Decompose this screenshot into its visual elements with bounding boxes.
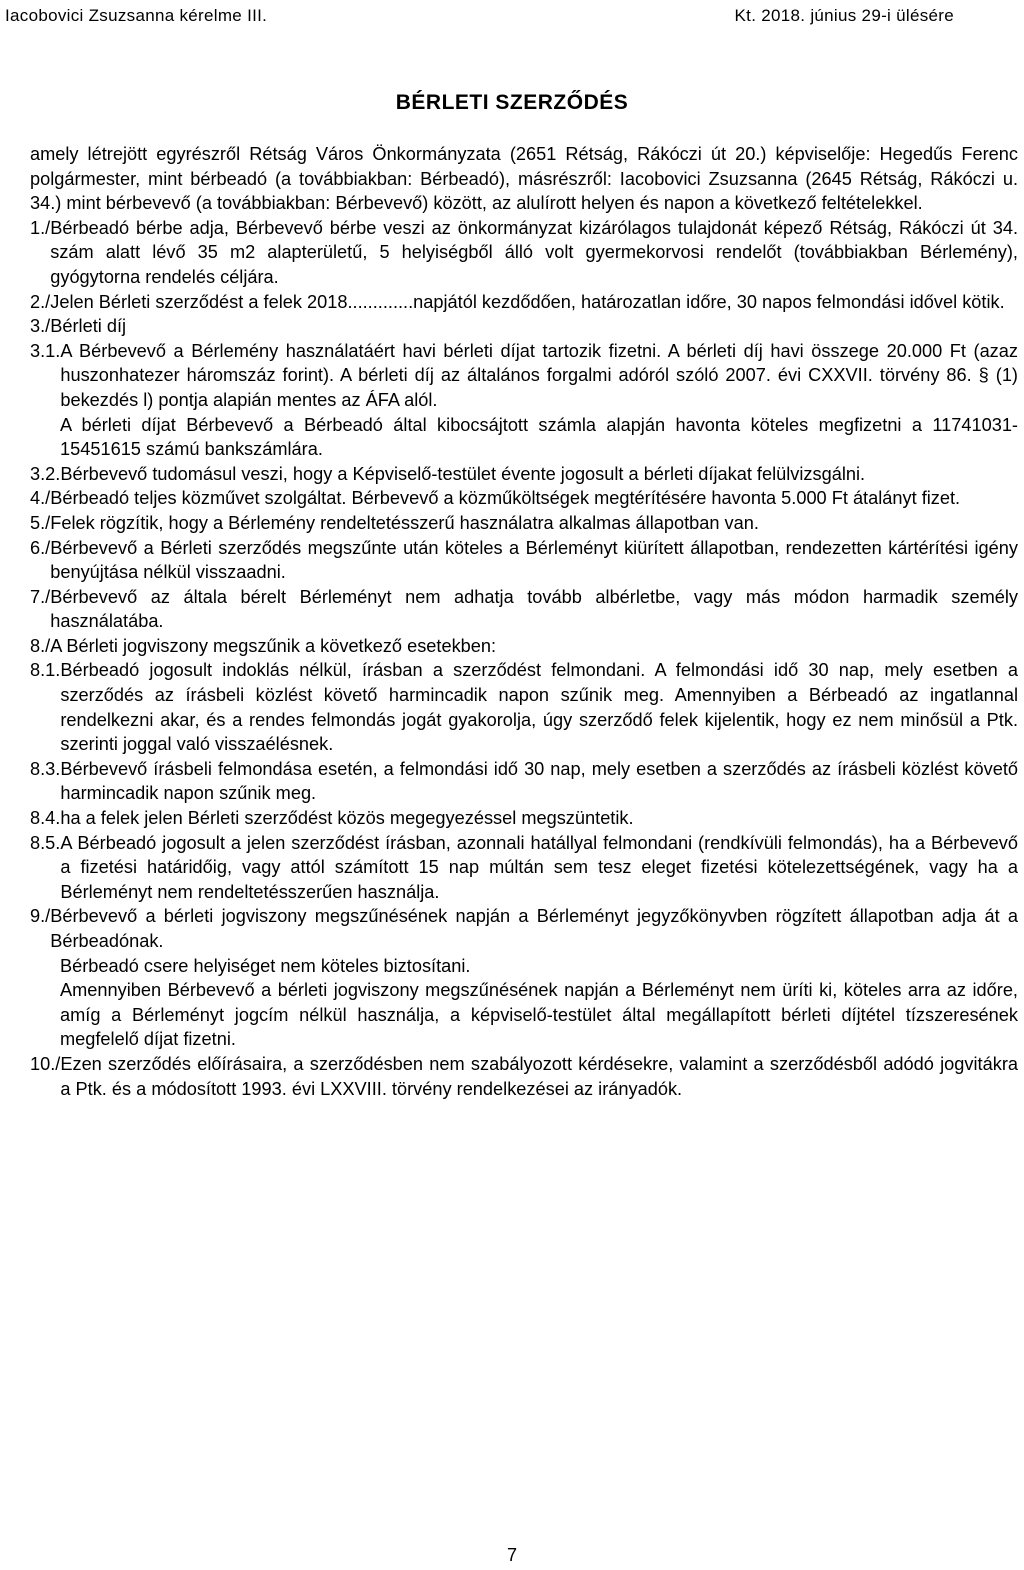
clause-8-5 xyxy=(30,831,1018,905)
clause-text: Ezen szerződés előírásaira, a szerződésben nem szabályozott kérdésekre, valamint a szerződésből adódó jogvitákra a Ptk. és a módosított 1993. évi LXXVIII. törvény rendelkezései az irányadók. xyxy=(60,1053,1018,1099)
clause-text: A Bérleti jogviszony megszűnik a következő esetekben: xyxy=(50,635,497,656)
clause-4 xyxy=(30,486,1018,511)
clause-3-1 xyxy=(30,339,1018,413)
clause-9-penalty-paragraph: Amennyiben Bérbevevő a bérleti jogviszony megszűnésének napján a Bérleményt nem üríti ki, köteles arra az időre, amíg a Bérleményt jogcím nélkül használja, a képviselő-testület által megállapított bérleti díjtétel tízszeresének megfelelő díjat fizetni. xyxy=(60,980,1018,1050)
clause-number: 3.2. xyxy=(30,463,61,484)
clause-8-3 xyxy=(30,757,1018,806)
clause-text: Bérbevevő a Bérleti szerződés megszűnte után köteles a Bérleményt kiürített állapotban, rendezetten kártérítési igény benyújtása nélkül visszaadni. xyxy=(50,537,1018,583)
clause-text: Bérbevevő tudomásul veszi, hogy a Képviselő-testület évente jogosult a bérleti díjakat felülvizsgálni. xyxy=(60,463,866,484)
clause-number: 5./ xyxy=(30,512,51,533)
clause-text: Jelen Bérleti szerződést a felek 2018.............napjától kezdődően, határozatlan időre, 30 napos felmondási idővel kötik. xyxy=(50,291,1005,312)
clause-text: A Bérbeadó jogosult a jelen szerződést írásban, azonnali hatállyal felmondani (rendkívüli felmondás), ha a Bérbevevő a fizetési határidőig, vagy attól számított 15 nap múltán sem tesz eleget fizetési kötelezettségének, vagy ha a Bérleményt nem rendeltetésszerűen használja. xyxy=(60,832,1018,902)
clause-text: Bérleti díj xyxy=(50,316,127,337)
clause-number: 9./ xyxy=(30,906,51,927)
clause-text: Felek rögzítik, hogy a Bérlemény rendeltetésszerű használatra alkalmas állapotban van. xyxy=(50,512,759,533)
clause-number: 8.3. xyxy=(30,758,61,779)
clause-number: 3.1. xyxy=(30,340,61,361)
clause-text: ha a felek jelen Bérleti szerződést közös megegyezéssel megszüntetik. xyxy=(60,808,634,829)
clause-text: Bérbevevő írásbeli felmondása esetén, a felmondási idő 30 nap, mely esetben a szerződés az írásbeli közlést követő harmincadik napon szűnik meg. xyxy=(60,758,1018,804)
clause-2 xyxy=(30,290,1018,315)
clause-8-1 xyxy=(30,658,1018,756)
intro-paragraph: amely létrejött egyrészről Rétság Város Önkormányzata (2651 Rétság, Rákóczi út 20.) képviselője: Hegedűs Ferenc polgármester, mint bérbeadó (a továbbiakban: Bérbeadó), másrészről: Iacobovici Zsuzsanna (2645 Rétság, Rákóczi u. 34.) mint bérbevevő (a továbbiakban: Bérbevevő) között, az alulírott helyen és napon a következő feltételekkel. xyxy=(30,144,1018,214)
clause-text: Bérbeadó teljes közművet szolgáltat. Bérbevevő a közműköltségek megtérítésére havonta 5.000 Ft átalányt fizet. xyxy=(50,488,961,509)
clause-7 xyxy=(30,585,1018,634)
clause-number: 2./ xyxy=(30,291,51,312)
clause-text: A Bérbevevő a Bérlemény használatáért havi bérleti díjat tartozik fizetni. A bérleti díj havi összege 20.000 Ft (azaz huszonhatezer háromszáz forint). A bérleti díj az általános forgalmi adóról szóló 2007. évi CXXVII. törvény 86. § (1) bekezdés l) pontja alapián mentes az ÁFA alól. xyxy=(60,340,1018,410)
clause-number: 8.1. xyxy=(30,660,61,681)
header-right-text: Kt. 2018. június 29-i ülésére xyxy=(734,6,954,25)
clause-number: 8.4. xyxy=(30,808,61,829)
clause-number: 6./ xyxy=(30,537,51,558)
clause-number: 1./ xyxy=(30,217,51,238)
clause-text: Bérbeadó jogosult indoklás nélkül, írásban a szerződést felmondani. A felmondási idő 30 nap, mely esetben a szerződés az írásbeli közlést követő harmincadik napon szűnik meg. Amennyiben a Bérbeadó az ingatlannal rendelkezni akar, és a rendes felmondás jogát gyakorolja, úgy szerződő felek kijelentik, hogy ez nem minősül a Ptk. szerinti joggal való visszaélésnek. xyxy=(60,660,1018,755)
clause-text: Bérbeadó bérbe adja, Bérbevevő bérbe veszi az önkormányzat kizárólagos tulajdonát képező Rétság, Rákóczi út 34. szám alatt lévő 35 m2 alapterületű, 5 helyiségből álló volt gyermekorvosi rendelőt (továbbiakban Bérlemény), gyógytorna rendelés céljára. xyxy=(50,217,1018,287)
clause-8-4 xyxy=(30,806,1018,831)
clause-1 xyxy=(30,216,1018,290)
clause-number: 8./ xyxy=(30,635,51,656)
clause-number: 3./ xyxy=(30,316,51,337)
clause-number: 8.5. xyxy=(30,832,61,853)
clause-number: 10./ xyxy=(30,1053,61,1074)
clause-text: Bérbevevő a bérleti jogviszony megszűnésének napján a Bérleményt jegyzőkönyvben rögzített állapotban adja át a Bérbeadónak. xyxy=(50,906,1018,951)
clause-number: 4./ xyxy=(30,488,51,509)
clause-number: 7./ xyxy=(30,586,51,607)
page-header xyxy=(5,6,954,30)
clause-6 xyxy=(30,536,1018,585)
clause-10 xyxy=(30,1052,1018,1101)
header-left-text: Iacobovici Zsuzsanna kérelme III. xyxy=(5,6,268,25)
clause-8 xyxy=(30,634,1018,659)
page-number: 7 xyxy=(506,1545,517,1565)
document-title: BÉRLETI SZERZŐDÉS xyxy=(395,91,629,114)
clause-9-replacement-paragraph: Bérbeadó csere helyiséget nem köteles biztosítani. xyxy=(60,955,471,976)
document-body xyxy=(30,142,1018,1101)
clause-3 xyxy=(30,314,1018,339)
clause-3-1-payment-paragraph: A bérleti díjat Bérbevevő a Bérbeadó által kibocsájtott számla alapján havonta köteles megfizetni a 11741031-15451615 számú bankszámlára. xyxy=(60,414,1018,460)
clause-9 xyxy=(30,904,1018,953)
clause-text: Bérbevevő az általa bérelt Bérleményt nem adhatja tovább albérletbe, vagy más módon harmadik személy használatába. xyxy=(50,586,1018,632)
clause-5 xyxy=(30,511,1018,536)
clause-3-2 xyxy=(30,462,1018,487)
